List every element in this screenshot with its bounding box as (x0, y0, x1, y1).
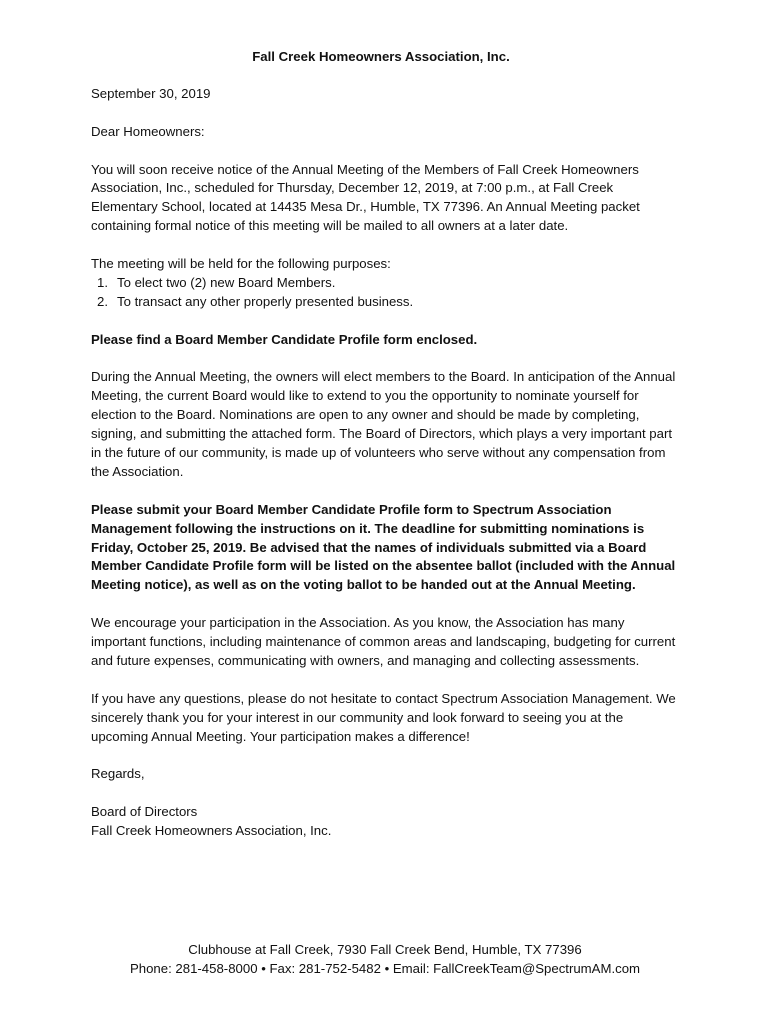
nomination-paragraph: During the Annual Meeting, the owners will elect members to the Board. In anticipation of the Annual Meeting, the current Board would like to extend to you the opportunity to nominate yourself for election to the Board. Nominations are open to any owner and should be made by completing, signing, and submitting the attached form. The Board of Directors, which plays a very important part in the future of our community, is made up of volunteers who serve without any compensation from the Association. (91, 369, 676, 479)
list-item-text: To transact any other properly presented business. (117, 293, 414, 309)
purposes-intro: The meeting will be held for the following purposes: (91, 256, 391, 272)
list-item (91, 274, 681, 293)
list-item (91, 293, 681, 312)
signature-block (91, 803, 681, 841)
submission-paragraph: Please submit your Board Member Candidate Profile form to Spectrum Association Management following the instructions on it. The deadline for submitting nominations is Friday, October 25, 2019. Be advised that the names of individuals submitted via a Board Member Candidate Profile form will be listed on the absentee ballot (included with the Annual Meeting notice), as well as on the voting ballot to be handed out at the Annual Meeting. (91, 501, 676, 593)
list-item-number: 1. (97, 274, 108, 290)
list-item-text: To elect two (2) new Board Members. (117, 274, 336, 290)
intro-paragraph: You will soon receive notice of the Annual Meeting of the Members of Fall Creek Homeowners Association, Inc., scheduled for Thursday, December 12, 2019, at 7:00 p.m., at Fall Creek Elementary School, located at 14435 Mesa Dr., Humble, TX 77396. An Annual Meeting packet containing formal notice of this meeting will be mailed to all owners at a later date. (91, 161, 640, 234)
purposes-list (91, 274, 681, 312)
letter-body (91, 48, 681, 841)
page-footer (0, 940, 770, 978)
purposes-section (91, 255, 681, 312)
participation-paragraph: We encourage your participation in the Association. As you know, the Association has many important functions, including maintenance of common areas and landscaping, budgeting for current and future expenses, communicating with owners, and managing and collecting assessments. (91, 615, 676, 668)
signature-line: Fall Creek Homeowners Association, Inc. (91, 823, 332, 839)
closing: Regards, (91, 766, 145, 782)
list-item-number: 2. (97, 293, 108, 309)
questions-paragraph: If you have any questions, please do not hesitate to contact Spectrum Association Management. We sincerely thank you for your interest in our community and look forward to seeing you at the upcoming Annual Meeting. Your participation makes a difference! (91, 690, 676, 744)
page-title: Fall Creek Homeowners Association, Inc. (252, 49, 510, 64)
salutation: Dear Homeowners: (91, 123, 205, 139)
footer-address: Clubhouse at Fall Creek, 7930 Fall Creek Bend, Humble, TX 77396 (188, 942, 582, 957)
letter-date: September 30, 2019 (91, 85, 211, 101)
enclosure-note: Please find a Board Member Candidate Profile form enclosed. (91, 331, 478, 347)
footer-contact: Phone: 281-458-8000 • Fax: 281-752-5482 • Email: FallCreekTeam@SpectrumAM.com (129, 961, 641, 976)
signature-line: Board of Directors (91, 804, 198, 820)
